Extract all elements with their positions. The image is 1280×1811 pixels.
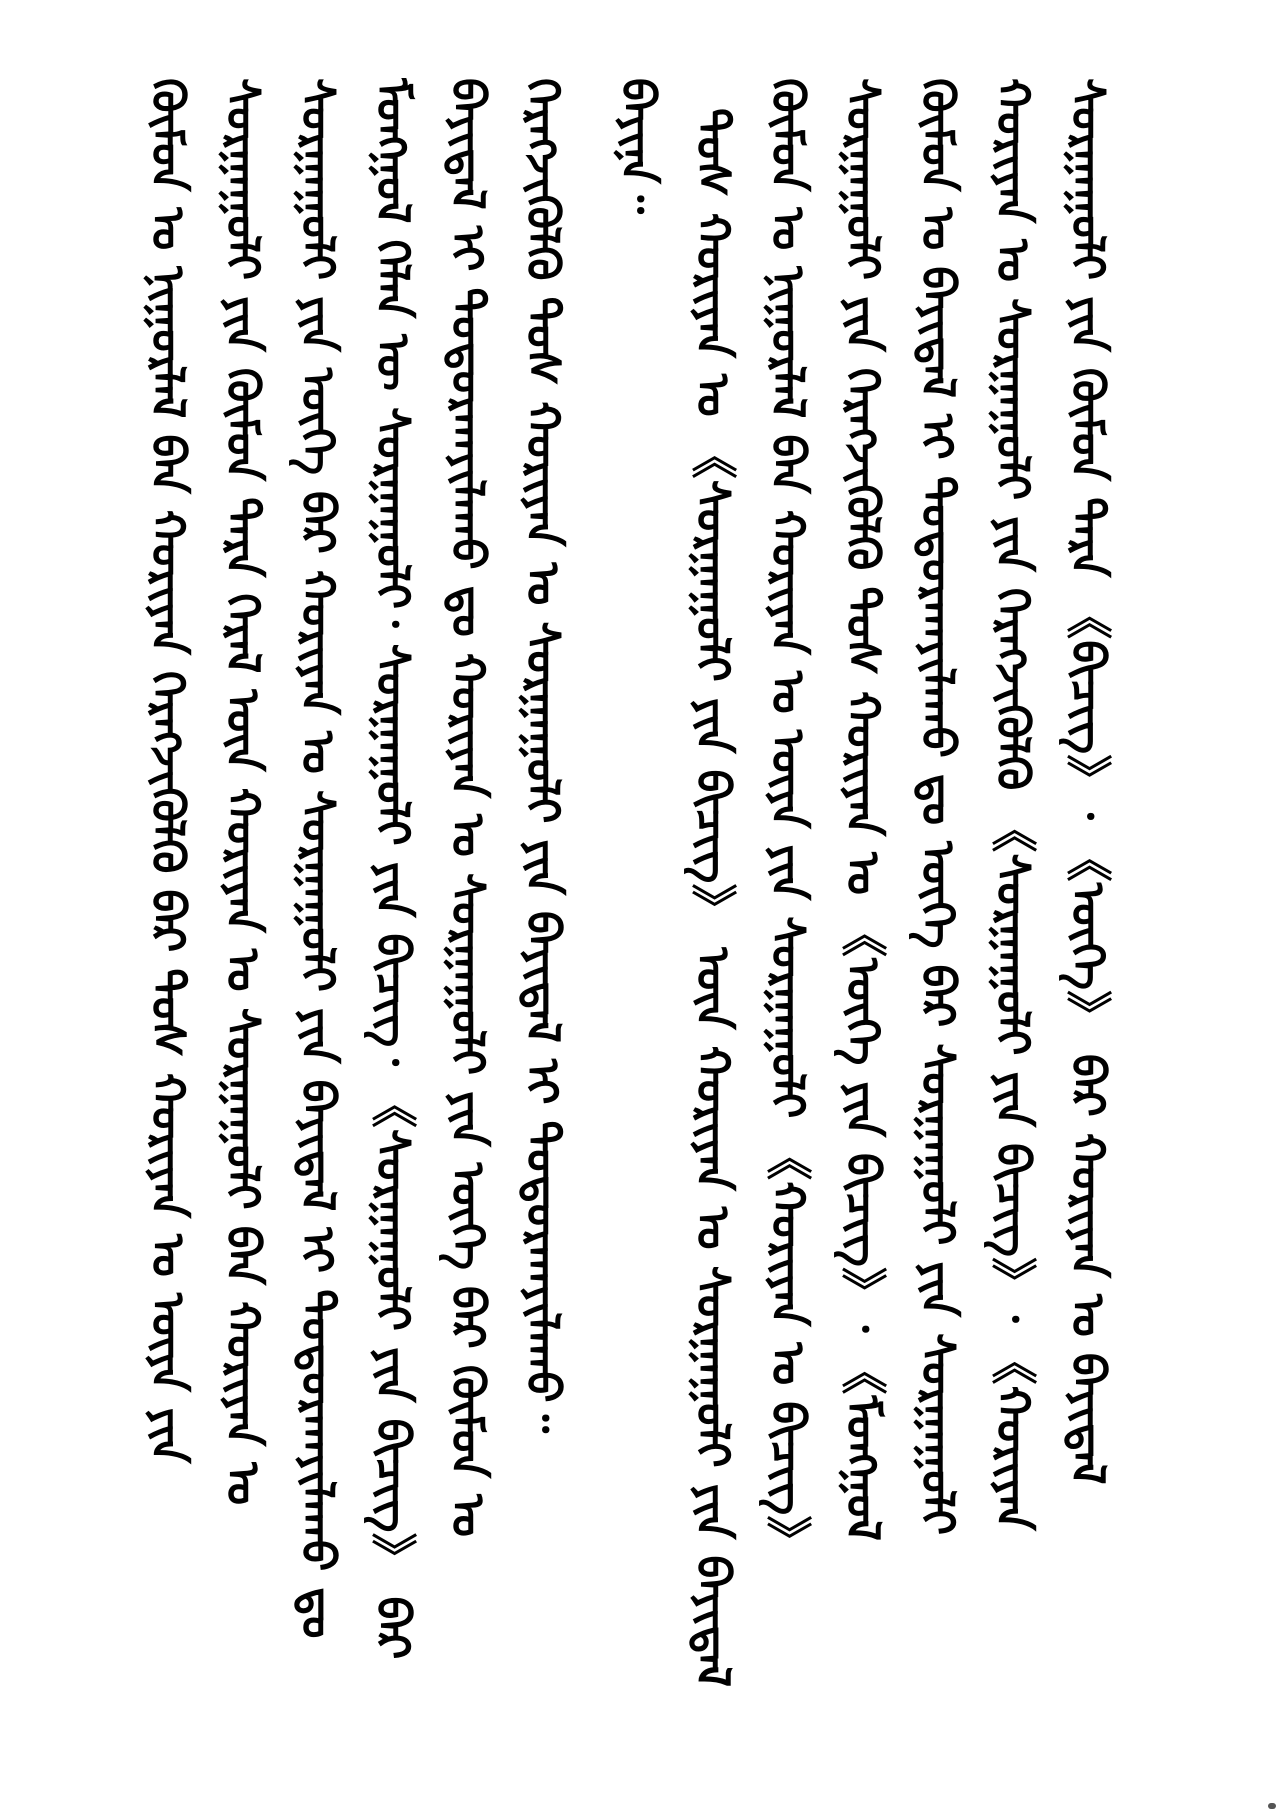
page-edge-mark xyxy=(1268,1803,1276,1809)
paragraph-a-line-2: ᠰᠤᠷᠭᠠᠭᠤᠯᠢ ᠶᠢᠨ ᠬᠦᠮᠦᠨ ᠲᠡᠷᠡ ᠭᠡᠷᠡᠯ ᠦᠨ ᠬᠤᠷᠢᠶᠠᠨ ᠤ ᠰᠤᠷᠭᠠᠭᠤᠯᠢ ᠪᠠᠨ ᠬᠤᠷᠢᠶᠠᠨ ᠤ xyxy=(216,78,270,1506)
paragraph-a-line-5: ᠪᠠᠶᠢᠳᠠᠯ ᠢ ᠲᠣᠳᠤᠷᠬᠠᠶᠢᠯᠠᠬᠤ ᠳᠤ ᠬᠤᠷᠢᠶᠠᠨ ᠤ ᠰᠤᠷᠭᠠᠭᠤᠯᠢ ᠶᠢᠨ ᠦᠭᠡ ᠪᠠᠷ ᠬᠦᠮᠦᠨ ᠤ xyxy=(441,78,495,1537)
paragraph-b-line-1: ᠪᠠᠶᠢᠨᠠ᠃ xyxy=(611,78,665,214)
paragraph-a xyxy=(130,78,570,1678)
paragraph-b xyxy=(600,78,1120,1688)
paragraph-a-line-6: ᠬᠡᠷᠡᠭᠵᠢᠭᠦᠯᠬᠦ ᠲᠤᠰ ᠬᠤᠷᠢᠶᠠᠨ ᠤ ᠰᠤᠷᠭᠠᠭᠤᠯᠢ ᠶᠢᠨ ᠪᠠᠶᠢᠳᠠᠯ ᠢ ᠲᠣᠳᠤᠷᠬᠠᠶᠢᠯᠠᠬᠤ᠃ xyxy=(516,78,570,1433)
paragraph-a-line-1: ᠬᠦᠮᠦᠨ ᠤ ᠨᠢᠭᠤᠷᠯᠠᠯ ᠪᠠᠨ ᠬᠤᠷᠢᠶᠠᠨ ᠬᠡᠷᠡᠭᠵᠢᠭᠦᠯᠬᠦ ᠪᠡᠷ ᠲᠤᠰ ᠬᠤᠷᠢᠶᠠᠨ ᠤ ᠦᠶᠡ ᠶᠢᠨ xyxy=(141,78,195,1464)
paragraph-b-line-4: ᠰᠤᠷᠭᠠᠭᠤᠯᠢ ᠶᠢᠨ ᠬᠡᠷᠡᠭᠵᠢᠭᠦᠯᠬᠦ ᠲᠤᠰ ᠬᠤᠷᠢᠶᠠᠨ ᠤ 《ᠦᠭᠡ ᠶᠢᠨ ᠪᠢᠴᠢᠭ》᠂ 《ᠮᠣᠩᠭᠣᠯ xyxy=(836,78,890,1542)
paragraph-a-line-3: ᠰᠤᠷᠭᠠᠭᠤᠯᠢ ᠶᠢᠨ ᠦᠭᠡ ᠪᠠᠷ ᠬᠤᠷᠢᠶᠠᠨ ᠤ ᠰᠤᠷᠭᠠᠭᠤᠯᠢ ᠶᠢᠨ ᠪᠠᠶᠢᠳᠠᠯ ᠢ ᠲᠣᠳᠤᠷᠬᠠᠶᠢᠯᠠᠬᠤ ᠳᠤ xyxy=(291,78,345,1639)
paragraph-b-line-2: ᠲᠤᠰ ᠬᠤᠷᠢᠶᠠᠨ ᠤ 《ᠰᠤᠷᠭᠠᠭᠤᠯᠢ ᠶᠢᠨ ᠪᠢᠴᠢᠭ》 ᠦᠨ ᠬᠤᠷᠢᠶᠠᠨ ᠤ ᠰᠤᠷᠭᠠᠭᠤᠯᠢ ᠶᠢᠨ ᠪᠠᠶᠢᠳᠠᠯ xyxy=(686,108,740,1688)
paragraph-b-line-3: ᠬᠦᠮᠦᠨ ᠤ ᠨᠢᠭᠤᠷᠯᠠᠯ ᠪᠠᠨ ᠬᠤᠷᠢᠶᠠᠨ ᠤ ᠦᠶᠡ ᠶᠢᠨ ᠰᠤᠷᠭᠠᠭᠤᠯᠢ 《ᠬᠤᠷᠢᠶᠠᠨ ᠤ ᠪᠢᠴᠢᠭ》 xyxy=(761,78,815,1563)
paragraph-b-line-5: ᠬᠦᠮᠦᠨ ᠤ ᠪᠠᠶᠢᠳᠠᠯ ᠢ ᠲᠣᠳᠤᠷᠬᠠᠶᠢᠯᠠᠬᠤ ᠳᠤ ᠦᠭᠡ ᠪᠠᠷ ᠰᠤᠷᠭᠠᠭᠤᠯᠢ ᠶᠢᠨ ᠰᠤᠷᠭᠠᠭᠤᠯᠢ xyxy=(911,78,965,1536)
paragraph-b-line-6: ᠬᠤᠷᠢᠶᠠᠨ ᠤ ᠰᠤᠷᠭᠠᠭᠤᠯᠢ ᠶᠢᠨ ᠬᠡᠷᠡᠭᠵᠢᠭᠦᠯᠬᠦ 《ᠰᠤᠷᠭᠠᠭᠤᠯᠢ ᠶᠢᠨ ᠪᠢᠴᠢᠭ》᠂ 《ᠬᠤᠷᠢᠶᠠᠨ xyxy=(986,78,1040,1531)
paragraph-a-line-4: ᠮᠣᠩᠭᠣᠯ ᠬᠡᠯᠡᠨ ᠦ ᠰᠤᠷᠭᠠᠭᠤᠯᠢ᠂ ᠰᠤᠷᠭᠠᠭᠤᠯᠢ ᠶᠢᠨ ᠪᠢᠴᠢᠭ᠂ 《ᠰᠤᠷᠭᠠᠭᠤᠯᠢ ᠶᠢᠨ ᠪᠢᠴᠢᠭ》 ᠪᠠᠷ xyxy=(366,78,420,1660)
paragraph-b-line-7: ᠰᠤᠷᠭᠠᠭᠤᠯᠢ ᠶᠢᠨ ᠬᠦᠮᠦᠨ ᠲᠡᠷᠡ 《ᠪᠢᠴᠢᠭ》᠂ 《ᠦᠭᠡ》 ᠪᠠᠷ ᠬᠤᠷᠢᠶᠠᠨ ᠤ ᠪᠠᠶᠢᠳᠠᠯ xyxy=(1061,78,1115,1485)
